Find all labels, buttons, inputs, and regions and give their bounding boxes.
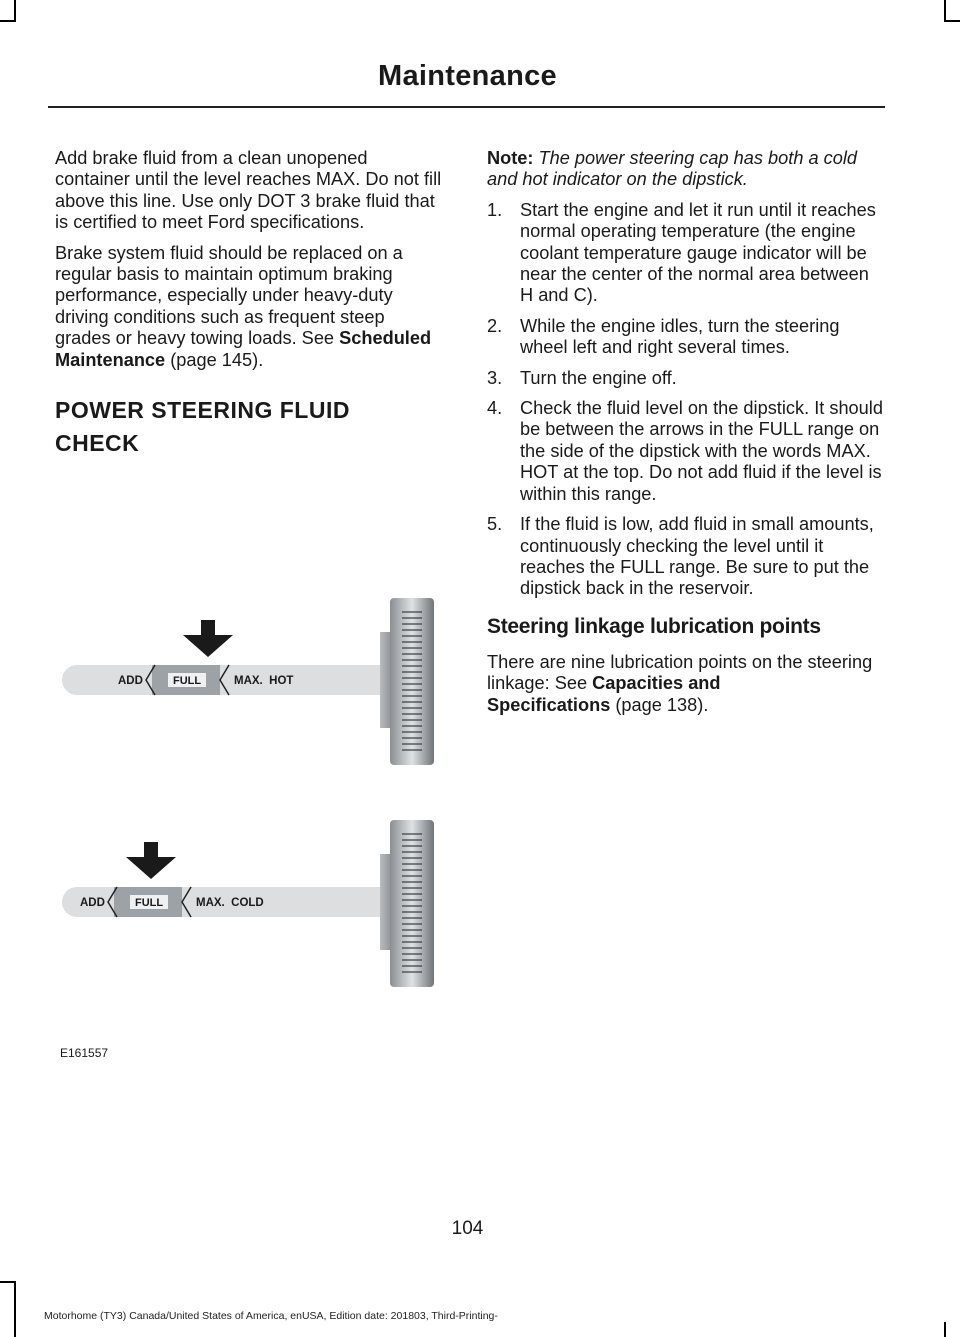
list-item (487, 398, 885, 505)
paragraph-text: There are nine lubrication points on the steering linkage: See (487, 651, 873, 694)
page-number: 104 (451, 1218, 484, 1239)
max-hot-label: MAX. HOT (234, 675, 294, 687)
specifications-link[interactable]: Specifications (487, 694, 611, 715)
figure-code: E161557 (60, 1046, 109, 1060)
lubrication-paragraph (487, 652, 885, 716)
dipstick-cap (390, 820, 434, 987)
note (487, 148, 885, 191)
add-label: ADD (118, 675, 143, 687)
step-text: Start the engine and let it run until it reaches normal operating temperature (the engine coolant temperature gauge indicator will be near the center of the normal area between H and C). (520, 199, 876, 306)
step-text: While the engine idles, turn the steering wheel left and right several times. (520, 315, 840, 358)
capacities-link[interactable]: Capacities and (592, 673, 721, 694)
left-column (55, 148, 445, 458)
dipstick-illustration (55, 590, 440, 1070)
crop-mark (944, 1322, 946, 1337)
list-item (487, 514, 885, 600)
page-reference: (page 145). (165, 349, 264, 370)
note-label: Note: (487, 148, 534, 168)
section-heading (55, 395, 445, 458)
step-text: Turn the engine off. (520, 367, 677, 388)
right-column (487, 148, 885, 725)
step-number: 5. (487, 514, 503, 535)
note-text: The power steering cap has both a cold and hot indicator on the dipstick. (487, 148, 858, 190)
page-reference: (page 138). (610, 694, 709, 715)
step-text: If the fluid is low, add fluid in small amounts, continuously checking the level until it reaches the FULL range. Be sure to put the dipstick back in the reservoir. (520, 514, 874, 599)
list-item (487, 200, 885, 307)
arrow-down-icon (126, 842, 176, 879)
section-heading-line: CHECK (55, 430, 140, 457)
crop-mark (944, 20, 960, 22)
arrow-down-icon (183, 620, 233, 657)
list-item (487, 368, 885, 389)
step-number: 2. (487, 315, 503, 336)
crop-mark (0, 20, 16, 22)
step-number: 3. (487, 367, 503, 388)
hot-dipstick (62, 598, 434, 765)
sub-heading: Steering linkage lubrication points (487, 614, 821, 638)
full-label: FULL (135, 897, 164, 909)
max-cold-label: MAX. COLD (196, 897, 264, 909)
section-heading-line: POWER STEERING FLUID (55, 397, 350, 424)
step-text: Check the fluid level on the dipstick. It should be between the arrows in the FULL range on the side of the dipstick with the words MAX. HOT at the top. Do not add fluid if the level is within this range. (520, 398, 883, 504)
paragraph-text: Brake system fluid should be replaced on a regular basis to maintain optimum braking performance, especially under heavy-duty driving conditions such as frequent steep grades or heavy towing loads. See (55, 242, 403, 349)
crop-mark (944, 0, 946, 22)
header-divider (48, 106, 885, 108)
dipstick-cap (390, 598, 434, 765)
brake-system-paragraph (55, 243, 445, 371)
page-title: Maintenance (378, 60, 557, 92)
cold-dipstick (62, 820, 434, 987)
brake-fluid-paragraph: Add brake fluid from a clean unopened container until the level reaches MAX. Do not fill above this line. Use only DOT 3 brake fluid that is certified to meet Ford specifications. (55, 148, 442, 233)
add-label: ADD (80, 897, 105, 909)
dipstick-diagram (55, 590, 440, 1040)
crop-mark (14, 1281, 16, 1337)
step-number: 1. (487, 199, 503, 220)
steps-list (487, 200, 885, 600)
list-item (487, 316, 885, 359)
crop-mark (14, 0, 16, 22)
step-number: 4. (487, 398, 503, 419)
crop-mark (0, 1281, 16, 1283)
footer-text: Motorhome (TY3) Canada/United States of America, enUSA, Edition date: 201803, Third-Printing- (44, 1310, 498, 1322)
full-label: FULL (173, 675, 202, 687)
scheduled-maintenance-link[interactable]: Scheduled Maintenance (55, 328, 432, 370)
